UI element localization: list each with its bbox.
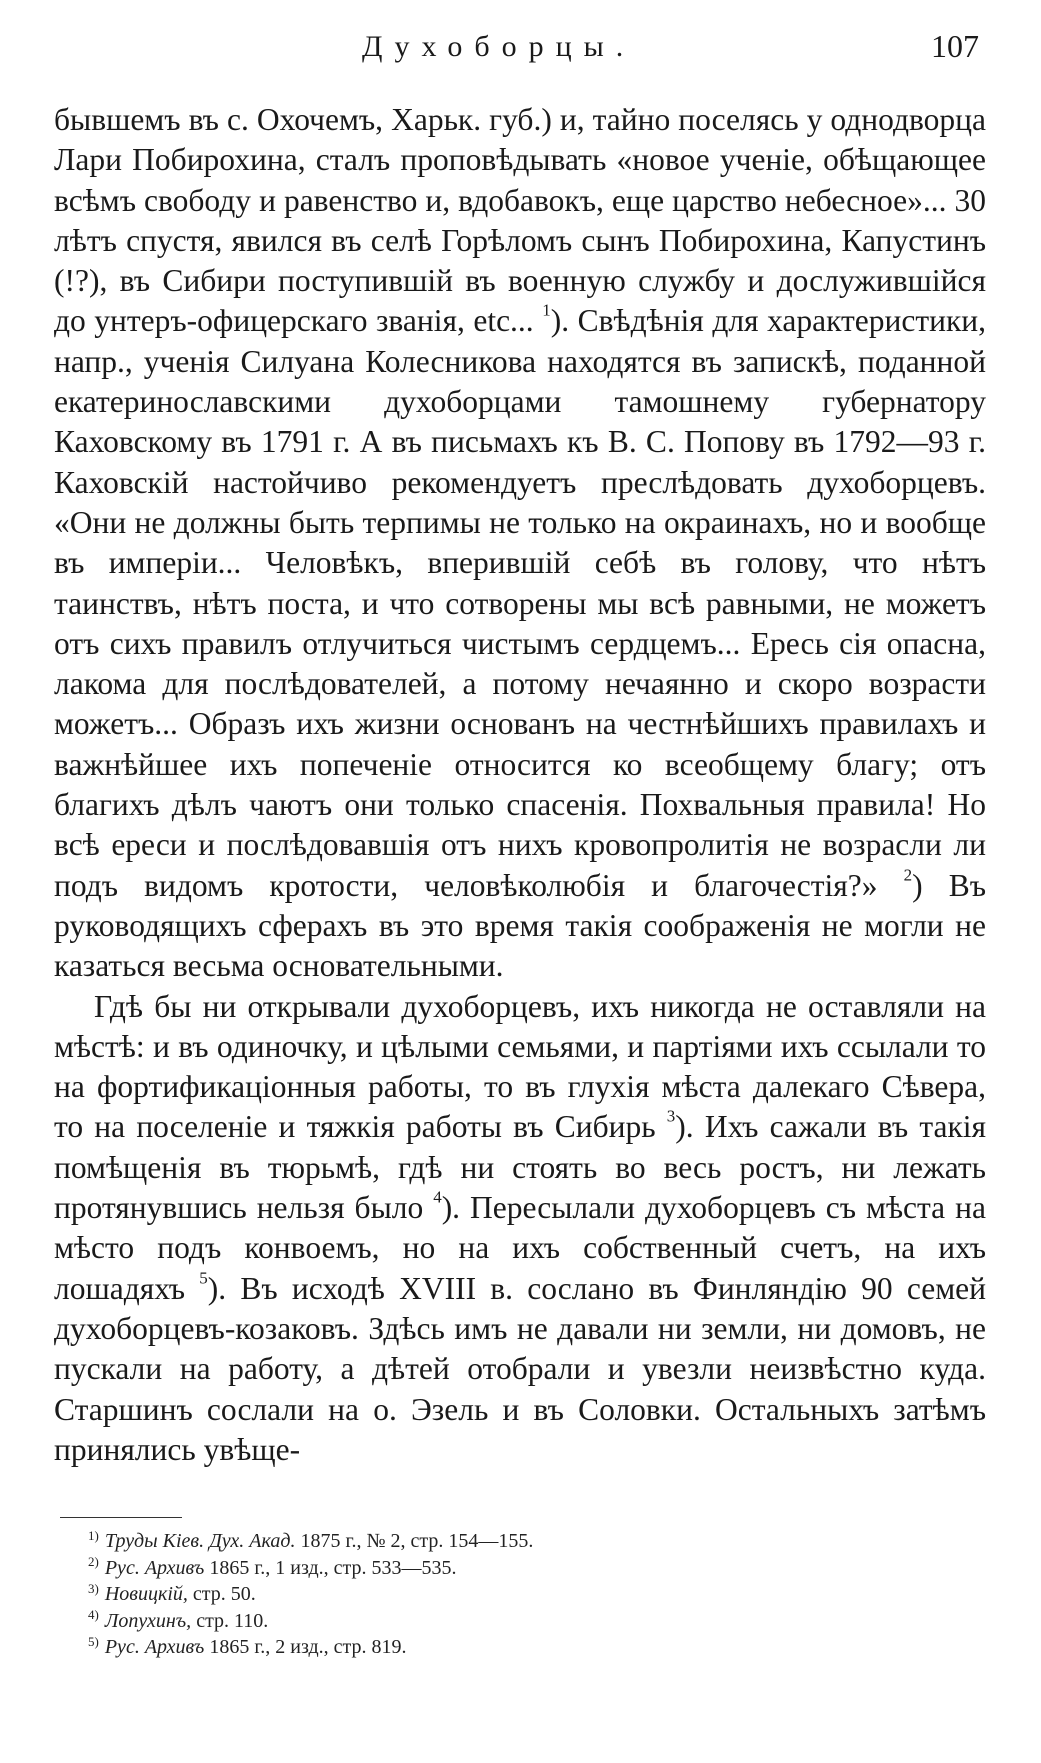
footnote-ref-4: 4	[433, 1187, 442, 1207]
footnote-details: стр. 110.	[191, 1609, 269, 1632]
footnote-2	[88, 1555, 808, 1582]
paragraph-1-part-b: ). Свѣдѣнія для характеристики, напр., ученія Силуана Колесникова находятся въ запискѣ, поданной екатеринославскими духоборцами тамошнему губернатору Каховскому въ 1791 г. А въ письмахъ къ В. С. Попову въ 1792—93 г. Каховскій настойчиво рекомендуетъ преслѣдовать духоборцевъ. «Они не должны быть терпимы не только на окраинахъ, но и вообще въ имперіи... Человѣкъ, вперившій себѣ въ голову, что нѣтъ таинствъ, нѣтъ поста, и что сотворены мы всѣ равными, не можетъ отъ сихъ правилъ отлучиться чистымъ сердцемъ... Ересь сія опасна, лакома для послѣдователей, а потому нечаянно и скоро возрасти можетъ... Образъ ихъ жизни основанъ на честнѣйшихъ правилахъ и важнѣйшее ихъ попеченіе относится ко всеобщему благу; отъ благихъ дѣлъ чаютъ они только спасенія. Похвальныя правила! Но всѣ ереси и послѣдовавшія отъ нихъ кровопролитія не возрасли ли подъ видомъ кротости, человѣколюбія и благочестія?»	[54, 303, 986, 903]
footnote-source: Рус. Архивъ	[104, 1556, 205, 1579]
paragraph-1	[54, 100, 986, 987]
paragraph-1-part-c: ) Въ руководящихъ сферахъ въ это время такія соображенія не могли не казаться весьма основательными.	[54, 867, 986, 984]
footnote-source: Рус. Архивъ	[104, 1636, 205, 1658]
footnote-ref-5: 5	[199, 1268, 208, 1288]
page-number: 107	[931, 28, 979, 64]
footnote-5	[88, 1634, 808, 1661]
footnote-ref-3: 3	[666, 1107, 676, 1127]
footnote-number: 3)	[88, 1580, 99, 1596]
footnote-number: 1)	[88, 1527, 99, 1543]
footnote-4	[88, 1608, 808, 1635]
footnote-number: 4)	[88, 1607, 99, 1623]
paragraph-2-part-d: ). Въ исходѣ XVIII в. сослано въ Финляндію 90 семей духоборцевъ-козаковъ. Здѣсь имъ не давали ни земли, ни домовъ, не пускали на работу, а дѣтей отобрали и увезли неизвѣстно куда. Старшинъ сослали на о. Эзель и въ Соловки. Остальныхъ затѣмъ принялись увѣще-	[54, 1270, 986, 1467]
paragraph-2-part-b: ). Ихъ сажали въ такія помѣщенія въ тюрьмѣ, гдѣ ни стоять во весь ростъ, ни лежать протянувшись нельзя было	[54, 1109, 987, 1226]
paragraph-1-part-a: бывшемъ въ с. Охочемъ, Харьк. губ.) и, тайно поселясь у однодворца Лари Побирохина, сталъ проповѣдывать «новое ученіе, обѣщающее всѣмъ свободу и равенство и, вдобавокъ, еще царство небесное»... 30 лѣтъ спустя, явился въ селѣ Горѣломъ сынъ Побирохина, Капустинъ (!?), въ Сибири поступившій въ военную службу и дослужившійся до унтеръ-офицерскаго званія, etc...	[54, 102, 986, 339]
footnote-source: Новицкій,	[104, 1583, 188, 1605]
running-title: Духоборцы.	[362, 30, 636, 63]
footnote-source: Лопухинъ,	[104, 1609, 192, 1632]
footnotes	[88, 1528, 808, 1661]
footnote-source: Труды Кіев. Дух. Акад.	[104, 1530, 296, 1552]
main-text	[54, 100, 986, 1470]
footnote-details: стр. 50.	[187, 1583, 256, 1605]
footnote-3	[88, 1581, 808, 1608]
footnote-number: 2)	[88, 1554, 99, 1570]
footnote-ref-1: 1	[542, 301, 551, 321]
footnote-details: 1865 г., 1 изд., стр. 533—535.	[204, 1556, 457, 1579]
footnote-1	[88, 1528, 808, 1555]
footnote-details: 1865 г., 2 изд., стр. 819.	[204, 1636, 407, 1658]
footnote-number: 5)	[88, 1633, 99, 1649]
paragraph-2-part-a: Гдѣ бы ни открывали духоборцевъ, ихъ никогда не оставляли на мѣстѣ: и въ одиночку, и цѣлыми семьями, и партіями ихъ ссылали то на фортификаціонныя работы, то въ глухія мѣста далекаго Сѣвера, то на поселеніе и тяжкія работы въ Сибирь	[54, 988, 986, 1145]
paragraph-2-part-c: ). Пересылали духоборцевъ съ мѣста на мѣсто подъ конвоемъ, но на ихъ собственный счетъ, на ихъ лошадяхъ	[54, 1190, 986, 1306]
footnote-divider	[60, 1517, 182, 1518]
paragraph-2	[54, 987, 986, 1471]
footnote-details: 1875 г., № 2, стр. 154—155.	[295, 1530, 534, 1552]
footnote-ref-2: 2	[903, 865, 913, 885]
